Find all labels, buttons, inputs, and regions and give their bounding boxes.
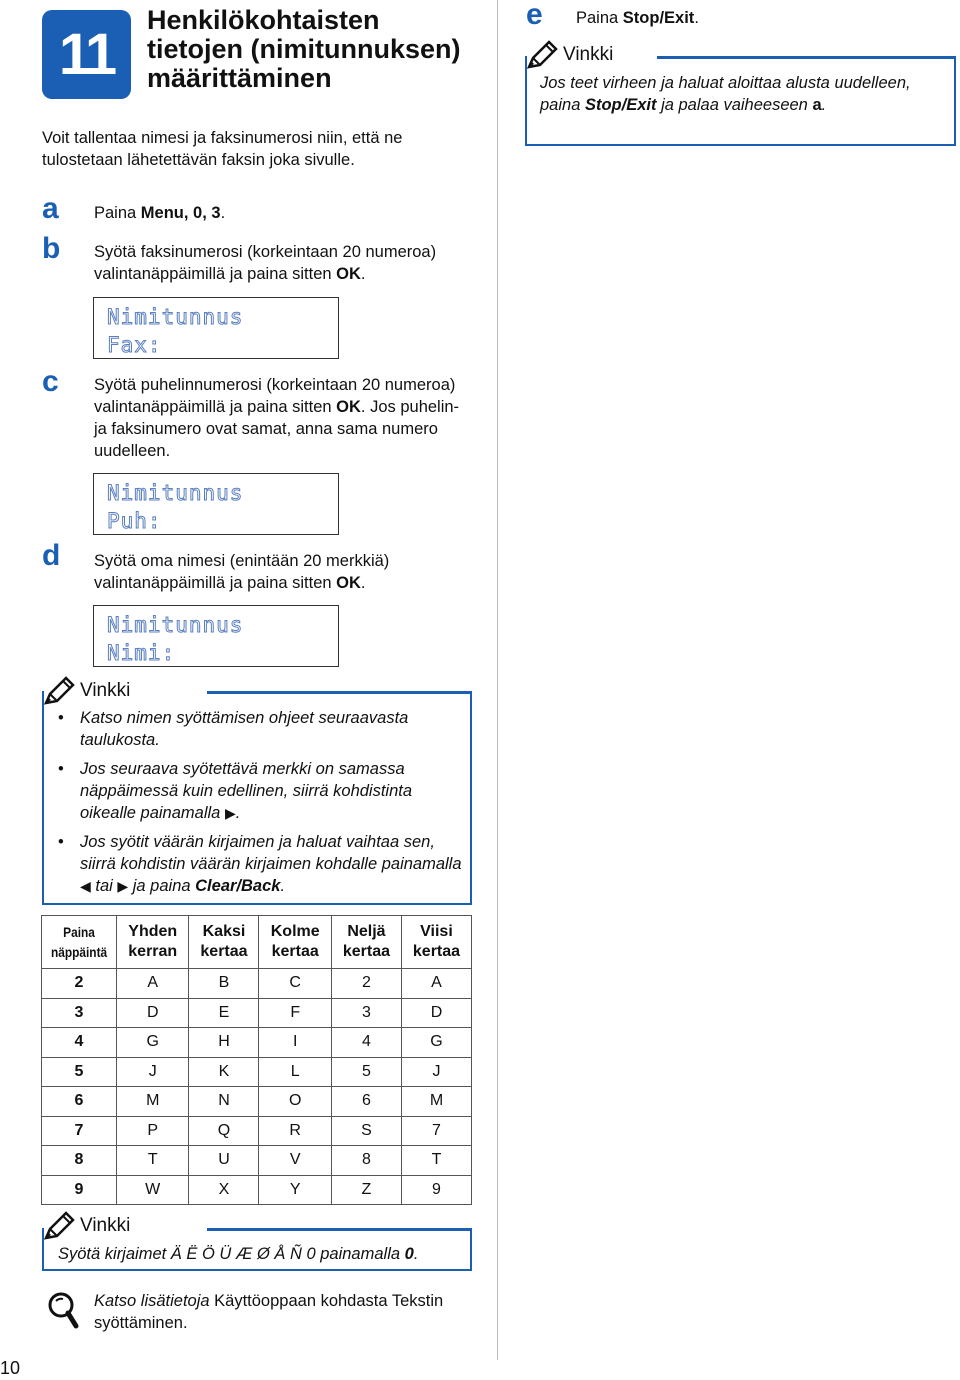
note-item-3-pre: Jos syötit väärän kirjaimen ja haluat vaihtaa sen, siirrä kohdistin väärän kirjaimen kohdalle painamalla bbox=[80, 833, 462, 873]
char-cell: M bbox=[117, 1087, 189, 1117]
char-cell: 5 bbox=[331, 1057, 401, 1087]
char-cell: J bbox=[401, 1057, 471, 1087]
note-item-3-end: . bbox=[280, 877, 286, 895]
key-character-table bbox=[41, 915, 472, 1205]
left-arrow-key-icon: ◀ bbox=[80, 878, 91, 894]
table-header-cell bbox=[331, 916, 401, 969]
char-cell: H bbox=[189, 1028, 259, 1058]
reference-text bbox=[94, 1290, 474, 1334]
note-list bbox=[54, 707, 464, 904]
char-cell: C bbox=[259, 969, 331, 999]
table-header-cell bbox=[189, 916, 259, 969]
table-row bbox=[42, 969, 472, 999]
char-cell: G bbox=[401, 1028, 471, 1058]
char-cell: X bbox=[189, 1175, 259, 1205]
lcd-line-2: Puh: bbox=[107, 509, 162, 533]
step-d-post: . bbox=[360, 574, 366, 592]
title-line-2: tietojen (nimitunnuksen) bbox=[147, 34, 461, 64]
note-item-2 bbox=[54, 758, 464, 824]
title-line-3: määrittäminen bbox=[147, 63, 332, 93]
table-header-cell bbox=[401, 916, 471, 969]
key-cell: 6 bbox=[42, 1087, 117, 1117]
reference-normal: Käyttöoppaan kohdasta Tekstin syöttäminen. bbox=[94, 1292, 444, 1332]
lcd-line-1: Nimitunnus bbox=[107, 481, 244, 505]
key-cell: 9 bbox=[42, 1175, 117, 1205]
char-cell: A bbox=[117, 969, 189, 999]
step-a-bold: Menu, 0, 3 bbox=[140, 204, 221, 222]
step-d-bold: OK bbox=[336, 574, 361, 592]
table-row bbox=[42, 1146, 472, 1176]
header-line: Paina bbox=[63, 923, 95, 940]
char-cell: J bbox=[117, 1057, 189, 1087]
note-right-pre: Jos teet virheen ja haluat aloittaa alusta uudelleen, paina bbox=[540, 74, 911, 114]
note-header bbox=[44, 676, 138, 706]
right-arrow-key-icon: ▶ bbox=[224, 805, 236, 821]
char-cell: G bbox=[117, 1028, 189, 1058]
step-b-bold: OK bbox=[336, 265, 361, 283]
char-cell: P bbox=[117, 1116, 189, 1146]
note-item-3-mid: tai bbox=[90, 877, 118, 895]
char-cell: 2 bbox=[331, 969, 401, 999]
table-row bbox=[42, 1116, 472, 1146]
note-right-mid: ja palaa vaiheeseen bbox=[656, 96, 813, 114]
step-a-text bbox=[94, 202, 484, 224]
step-a-pre: Paina bbox=[94, 204, 141, 222]
table-row bbox=[42, 998, 472, 1028]
note-right-post: . bbox=[821, 96, 827, 114]
char-cell: T bbox=[117, 1146, 189, 1176]
header-line: Kaksi bbox=[202, 923, 246, 940]
step-c-text bbox=[94, 374, 474, 462]
note-label: Vinkki bbox=[563, 44, 614, 65]
char-cell: D bbox=[401, 998, 471, 1028]
note-label: Vinkki bbox=[80, 1215, 131, 1236]
step-c-post: . Jos puhelin- ja faksinumero ovat samat, anna sama numero uudelleen. bbox=[94, 398, 460, 460]
char-cell: N bbox=[189, 1087, 259, 1117]
char-cell: 8 bbox=[331, 1146, 401, 1176]
char-cell: Q bbox=[189, 1116, 259, 1146]
char-cell: R bbox=[259, 1116, 331, 1146]
header-line: kertaa bbox=[271, 943, 319, 960]
step-c-pre: Syötä puhelinnumerosi (korkeintaan 20 numeroa) valintanäppäimillä ja paina sitten bbox=[94, 376, 456, 416]
char-cell: B bbox=[189, 969, 259, 999]
step-b-post: . bbox=[360, 265, 366, 283]
char-cell: U bbox=[189, 1146, 259, 1176]
table-row bbox=[42, 1175, 472, 1205]
char-cell: 6 bbox=[331, 1087, 401, 1117]
step-letter-c: c bbox=[42, 365, 59, 398]
note-item-1-text: Katso nimen syöttämisen ohjeet seuraavasta taulukosta. bbox=[80, 709, 409, 749]
step-letter-d: d bbox=[42, 539, 61, 572]
page-title bbox=[147, 6, 497, 93]
lcd-line-1: Nimitunnus bbox=[107, 613, 244, 637]
note-item-3-post: ja paina bbox=[128, 877, 196, 895]
step-d-text bbox=[94, 550, 484, 594]
note-item-2-pre: Jos seuraava syötettävä merkki on samassa näppäimessä kuin edellinen, siirrä kohdistinta oikealle painamalla bbox=[80, 760, 413, 822]
table-header-row bbox=[42, 916, 472, 969]
char-cell: T bbox=[401, 1146, 471, 1176]
note-right-bold: Stop/Exit bbox=[584, 96, 657, 114]
reference-italic: Katso lisätietoja bbox=[94, 1292, 215, 1310]
table-row bbox=[42, 1087, 472, 1117]
note-item-3-bold: Clear/Back bbox=[195, 877, 281, 895]
char-cell: 3 bbox=[331, 998, 401, 1028]
step-e-text bbox=[576, 7, 936, 29]
note-item-3 bbox=[54, 831, 464, 897]
table-row bbox=[42, 1057, 472, 1087]
header-line: kertaa bbox=[412, 943, 461, 960]
right-arrow-key-icon: ▶ bbox=[117, 878, 129, 894]
key-cell: 4 bbox=[42, 1028, 117, 1058]
pencil-note-icon bbox=[44, 676, 76, 706]
title-line-1: Henkilökohtaisten bbox=[147, 5, 380, 35]
note-bottom-post: . bbox=[413, 1245, 419, 1263]
table-row bbox=[42, 1028, 472, 1058]
lcd-display-name bbox=[93, 605, 339, 667]
lcd-line-1: Nimitunnus bbox=[107, 305, 244, 329]
table-header-cell bbox=[42, 916, 117, 969]
step-e-bold: Stop/Exit bbox=[622, 9, 695, 27]
char-cell: L bbox=[259, 1057, 331, 1087]
key-cell: 7 bbox=[42, 1116, 117, 1146]
char-cell: W bbox=[117, 1175, 189, 1205]
step-e-pre: Paina bbox=[576, 9, 623, 27]
char-cell: Z bbox=[331, 1175, 401, 1205]
char-cell: 4 bbox=[331, 1028, 401, 1058]
char-cell: V bbox=[259, 1146, 331, 1176]
note-label: Vinkki bbox=[80, 680, 131, 701]
char-cell: F bbox=[259, 998, 331, 1028]
lcd-line-2: Fax: bbox=[107, 333, 162, 357]
magnifier-icon bbox=[46, 1290, 80, 1330]
note-restart-text bbox=[540, 72, 940, 116]
header-line: Kolme bbox=[270, 923, 320, 940]
lcd-display-fax bbox=[93, 297, 339, 359]
step-b-text bbox=[94, 241, 484, 285]
key-cell: 3 bbox=[42, 998, 117, 1028]
note-top-rule bbox=[207, 691, 472, 694]
char-cell: I bbox=[259, 1028, 331, 1058]
header-line: kertaa bbox=[342, 943, 391, 960]
char-cell: E bbox=[189, 998, 259, 1028]
note-header bbox=[44, 1211, 138, 1241]
step-c-bold: OK bbox=[336, 398, 361, 416]
step-number-badge: 11 bbox=[42, 10, 131, 99]
note-item-2-post: . bbox=[235, 804, 241, 822]
char-cell: M bbox=[401, 1087, 471, 1117]
note-top-rule bbox=[657, 56, 956, 59]
header-line: Neljä bbox=[347, 923, 386, 940]
lcd-line-2: Nimi: bbox=[107, 641, 176, 665]
note-top-rule bbox=[207, 1228, 472, 1231]
key-cell: 8 bbox=[42, 1146, 117, 1176]
char-cell: O bbox=[259, 1087, 331, 1117]
step-letter-a: a bbox=[42, 192, 59, 225]
step-e-post: . bbox=[694, 9, 699, 27]
note-bottom-pre: Syötä kirjaimet Ä Ë Ö Ü Æ Ø Å Ñ 0 painamalla bbox=[58, 1245, 405, 1263]
header-line: Viisi bbox=[420, 923, 453, 940]
note-right-bold2: a bbox=[812, 96, 822, 114]
header-line: kertaa bbox=[200, 943, 248, 960]
char-cell: 7 bbox=[401, 1116, 471, 1146]
char-cell: Y bbox=[259, 1175, 331, 1205]
step-letter-e: e bbox=[526, 0, 543, 31]
note-header bbox=[527, 40, 621, 70]
header-line: näppäintä bbox=[50, 943, 108, 960]
key-cell: 2 bbox=[42, 969, 117, 999]
note-item-1 bbox=[54, 707, 464, 751]
header-line: kerran bbox=[128, 943, 178, 960]
step-a-post: . bbox=[220, 204, 226, 222]
pencil-note-icon bbox=[527, 40, 559, 70]
char-cell: 9 bbox=[401, 1175, 471, 1205]
table-header-cell bbox=[259, 916, 331, 969]
note-special-chars-text bbox=[58, 1243, 468, 1265]
column-divider bbox=[497, 0, 498, 1360]
step-d-pre: Syötä oma nimesi (enintään 20 merkkiä) valintanäppäimillä ja paina sitten bbox=[94, 552, 390, 592]
key-cell: 5 bbox=[42, 1057, 117, 1087]
intro-text: Voit tallentaa nimesi ja faksinumerosi niin, että ne tulostetaan lähetettävän faksin joka sivulle. bbox=[42, 129, 403, 169]
char-cell: S bbox=[331, 1116, 401, 1146]
note-bottom-bold: 0 bbox=[404, 1245, 414, 1263]
page-number: 10 bbox=[0, 1358, 21, 1378]
table-body bbox=[42, 969, 472, 1205]
char-cell: D bbox=[117, 998, 189, 1028]
header-line: Yhden bbox=[128, 923, 178, 940]
char-cell: A bbox=[401, 969, 471, 999]
pencil-note-icon bbox=[44, 1211, 76, 1241]
step-letter-b: b bbox=[42, 232, 61, 265]
step-b-pre: Syötä faksinumerosi (korkeintaan 20 numeroa) valintanäppäimillä ja paina sitten bbox=[94, 243, 437, 283]
lcd-display-phone bbox=[93, 473, 339, 535]
table-header-cell bbox=[117, 916, 189, 969]
char-cell: K bbox=[189, 1057, 259, 1087]
